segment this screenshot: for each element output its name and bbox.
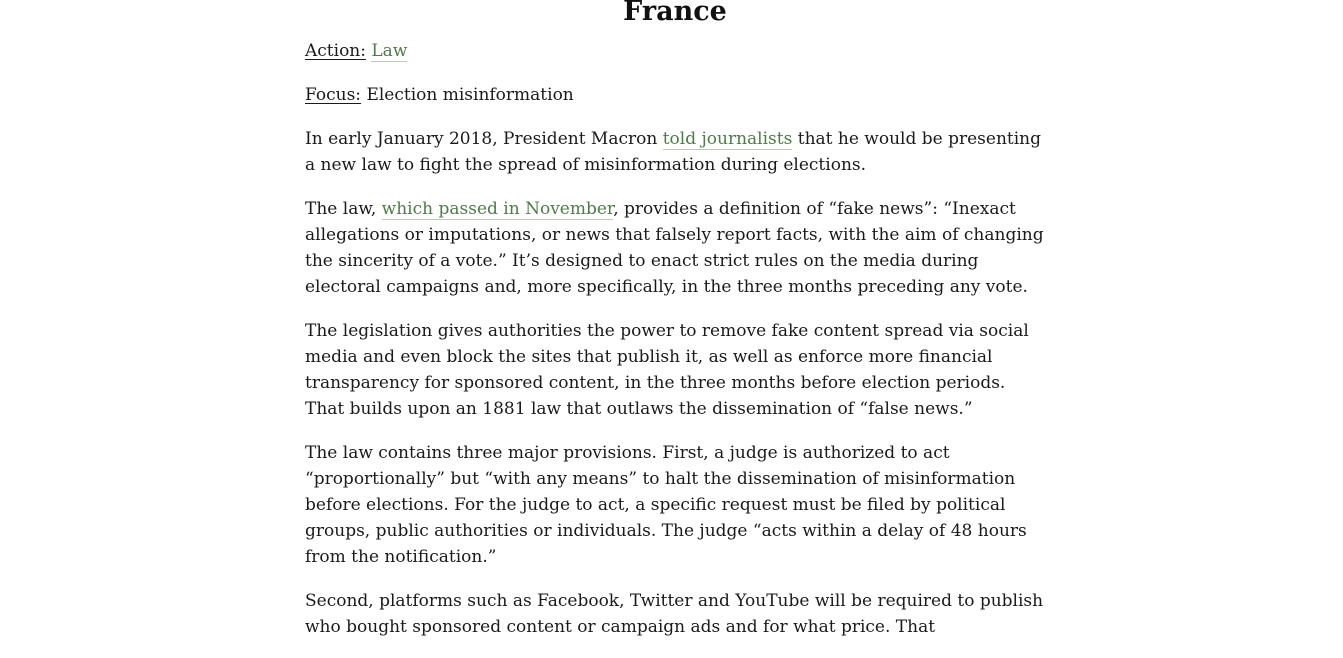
- paragraph-platform-transparency: Second, platforms such as Facebook, Twitter and YouTube will be required to publish who bought sponsored content or campaign ads and for what price. That: [305, 591, 1044, 637]
- focus-label: Focus:: [305, 85, 362, 105]
- paragraph-macron-announcement: [305, 126, 1045, 178]
- passed-in-november-link[interactable]: which passed in November: [381, 199, 614, 219]
- paragraph-major-provisions: The law contains three major provisions. First, a judge is authorized to act “proportionally” but “with any means” to halt the dissemination of misinformation before elections. For the judge to act, a specific request must be filed by political groups, public authorities or individuals. The judge “acts within a delay of 48 hours from the notification.”: [305, 443, 1027, 567]
- focus-line: [305, 82, 1045, 108]
- action-law-link[interactable]: Law: [371, 41, 408, 61]
- article-body: [305, 0, 1045, 658]
- country-title: France: [623, 0, 727, 27]
- action-label: Action:: [305, 41, 366, 61]
- paragraph-legislation-powers: The legislation gives authorities the power to remove fake content spread via social media and even block the sites that publish it, as well as enforce more financial transparency for sponsored content, in the three months before election periods. That builds upon an 1881 law that outlaws the dissemination of “false news.”: [305, 321, 1029, 419]
- paragraph-law-definition: [305, 196, 1045, 300]
- action-line: [305, 38, 1045, 64]
- focus-value: Election misinformation: [366, 85, 574, 105]
- paragraph-text: In early January 2018, President Macron: [305, 129, 663, 149]
- paragraph-text: that he would be presenting a new law to fight the spread of misinformation during elections.: [305, 129, 1042, 175]
- paragraph-text: The law,: [305, 199, 382, 219]
- paragraph-text: , provides a definition of “fake news”: “Inexact allegations or imputations, or news that falsely report facts, with the aim of changing the sincerity of a vote.” It’s designed to enact strict rules on the media during electoral campaigns and, more specifically, in the three months preceding any vote.: [305, 199, 1044, 297]
- told-journalists-link[interactable]: told journalists: [662, 129, 793, 149]
